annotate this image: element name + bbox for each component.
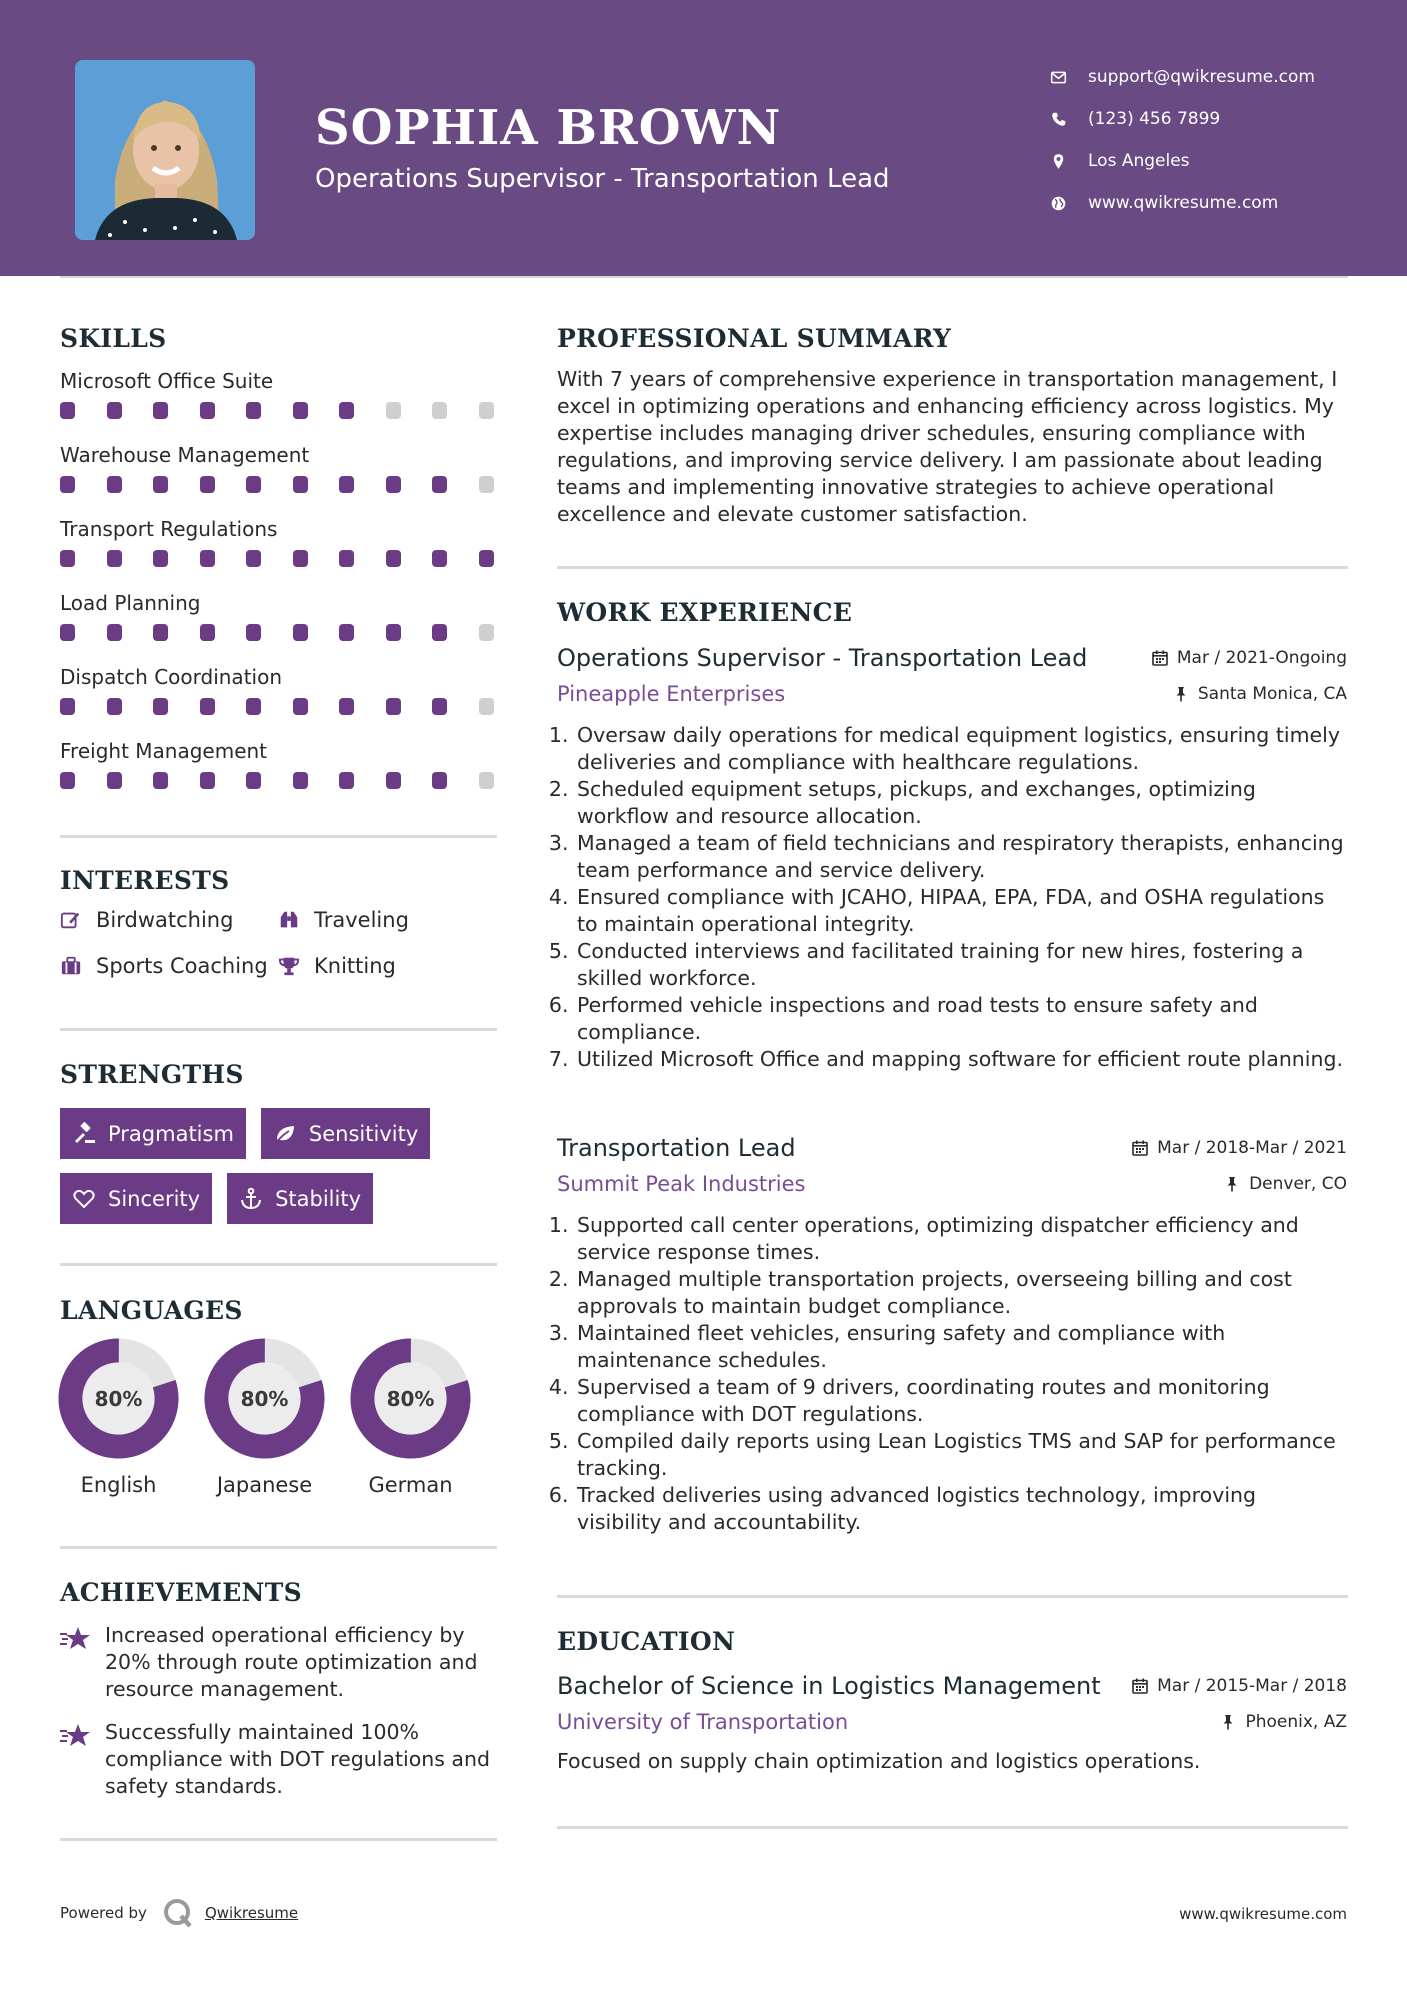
rating-dot-filled xyxy=(153,550,168,567)
interest-item xyxy=(278,952,478,980)
interests-heading: INTERESTS xyxy=(60,866,230,895)
edit-icon xyxy=(60,909,96,931)
rating-dot-empty xyxy=(479,698,494,715)
rating-dot-filled xyxy=(200,698,215,715)
achievements-heading: ACHIEVEMENTS xyxy=(60,1578,302,1607)
skills-heading: SKILLS xyxy=(60,324,167,353)
phone-icon xyxy=(1050,109,1088,129)
qwikresume-logo-icon xyxy=(161,1896,195,1930)
skill-rating xyxy=(60,772,500,789)
rating-dot-filled xyxy=(293,698,308,715)
rating-dot-filled xyxy=(246,476,261,493)
interests-list xyxy=(60,906,500,980)
strength-tag xyxy=(227,1173,373,1224)
rating-dot-filled xyxy=(246,772,261,789)
experience-entry xyxy=(557,640,1347,1073)
skills-list xyxy=(60,366,500,810)
rating-dot-filled xyxy=(107,402,122,419)
envelope-icon xyxy=(1050,67,1088,87)
rating-dot-filled xyxy=(386,550,401,567)
rating-dot-filled xyxy=(386,624,401,641)
job-location xyxy=(1224,1174,1347,1194)
rating-dot-filled xyxy=(153,476,168,493)
skill-item xyxy=(60,514,500,588)
rating-dot-filled xyxy=(107,772,122,789)
star-icon xyxy=(60,1622,105,1703)
contact-phone[interactable] xyxy=(1050,98,1315,140)
skill-rating xyxy=(60,402,500,419)
rating-dot-filled xyxy=(339,402,354,419)
skill-rating xyxy=(60,550,500,567)
skill-item xyxy=(60,366,500,440)
rating-dot-filled xyxy=(339,698,354,715)
skill-item xyxy=(60,662,500,736)
languages-heading: LANGUAGES xyxy=(60,1296,243,1325)
rating-dot-filled xyxy=(386,476,401,493)
rating-dot-empty xyxy=(479,476,494,493)
divider xyxy=(60,835,497,838)
strength-tag xyxy=(261,1108,430,1159)
rating-dot-filled xyxy=(246,698,261,715)
education-location-text: Phoenix, AZ xyxy=(1245,1712,1347,1732)
rating-dot-filled xyxy=(293,402,308,419)
rating-dot-filled xyxy=(200,624,215,641)
education-dates-text: Mar / 2015-Mar / 2018 xyxy=(1157,1676,1347,1696)
anchor-icon xyxy=(239,1187,275,1211)
strength-label: Stability xyxy=(275,1186,362,1211)
rating-dot-filled xyxy=(293,550,308,567)
rating-dot-filled xyxy=(153,698,168,715)
rating-dot-filled xyxy=(60,624,75,641)
responsibility-item: 7. Utilized Microsoft Office and mapping software for efficient route planning. xyxy=(575,1046,1347,1073)
job-dates xyxy=(1152,648,1347,668)
skill-name: Transport Regulations xyxy=(60,517,278,541)
rating-dot-filled xyxy=(432,550,447,567)
experience-entry xyxy=(557,1130,1347,1536)
skill-item xyxy=(60,440,500,514)
company-name: Pineapple Enterprises xyxy=(557,682,786,706)
achievement-text: Successfully maintained 100% compliance with DOT regulations and safety standards. xyxy=(105,1720,490,1798)
skill-item xyxy=(60,588,500,662)
skill-rating xyxy=(60,698,500,715)
summary-heading: PROFESSIONAL SUMMARY xyxy=(557,324,952,353)
trophy-icon xyxy=(278,955,314,977)
candidate-name: SOPHIA BROWN xyxy=(315,100,782,156)
map-marker-icon xyxy=(1050,151,1088,171)
briefcase-icon xyxy=(60,955,96,977)
company-name: Summit Peak Industries xyxy=(557,1172,806,1196)
rating-dot-filled xyxy=(200,772,215,789)
skill-name: Freight Management xyxy=(60,739,268,763)
star-icon xyxy=(60,1719,105,1800)
strength-label: Pragmatism xyxy=(108,1121,234,1146)
experience-heading: WORK EXPERIENCE xyxy=(557,598,853,627)
languages-list xyxy=(58,1338,498,1497)
rating-dot-filled xyxy=(339,550,354,567)
education-location xyxy=(1220,1712,1347,1732)
responsibility-item: 6. Performed vehicle inspections and road tests to ensure safety and compliance. xyxy=(575,992,1347,1046)
rating-dot-filled xyxy=(107,550,122,567)
rating-dot-filled xyxy=(153,624,168,641)
rating-dot-filled xyxy=(60,698,75,715)
rating-dot-empty xyxy=(432,402,447,419)
rating-dot-filled xyxy=(339,624,354,641)
job-location xyxy=(1173,684,1347,704)
rating-dot-filled xyxy=(200,476,215,493)
divider xyxy=(60,1838,497,1841)
responsibility-item: 4. Supervised a team of 9 drivers, coordinating routes and monitoring compliance with DOT regulations. xyxy=(575,1374,1347,1428)
skill-name: Dispatch Coordination xyxy=(60,665,283,689)
education-entry xyxy=(557,1668,1347,1775)
rating-dot-empty xyxy=(479,624,494,641)
rating-dot-empty xyxy=(479,772,494,789)
pin-icon xyxy=(1224,1176,1240,1192)
responsibility-item: 3. Maintained fleet vehicles, ensuring safety and compliance with maintenance schedules. xyxy=(575,1320,1347,1374)
rating-dot-filled xyxy=(386,772,401,789)
rating-dot-filled xyxy=(339,476,354,493)
interest-item xyxy=(60,906,278,934)
strengths-list xyxy=(60,1108,500,1238)
rating-dot-filled xyxy=(246,550,261,567)
job-dates-text: Mar / 2018-Mar / 2021 xyxy=(1157,1138,1347,1158)
contact-email-text: support@qwikresume.com xyxy=(1088,67,1315,87)
responsibility-item: 3. Managed a team of field technicians and respiratory therapists, enhancing team performance and service delivery. xyxy=(575,830,1347,884)
interest-label: Sports Coaching xyxy=(96,954,268,978)
education-dates xyxy=(1132,1676,1347,1696)
language-item xyxy=(204,1338,325,1497)
language-progress-ring xyxy=(350,1338,471,1459)
footer-powered-by xyxy=(60,1896,298,1930)
language-item xyxy=(350,1338,471,1497)
interest-label: Birdwatching xyxy=(96,908,234,932)
rating-dot-filled xyxy=(246,402,261,419)
divider xyxy=(557,566,1348,569)
achievements-list xyxy=(60,1622,500,1816)
candidate-title: Operations Supervisor - Transportation Lead xyxy=(315,164,890,194)
responsibility-item: 4. Ensured compliance with JCAHO, HIPAA, EPA, FDA, and OSHA regulations to maintain operational integrity. xyxy=(575,884,1347,938)
skill-rating xyxy=(60,624,500,641)
rating-dot-filled xyxy=(60,402,75,419)
rating-dot-filled xyxy=(60,772,75,789)
interest-item xyxy=(278,906,478,934)
interest-label: Knitting xyxy=(314,954,396,978)
contact-phone-text: (123) 456 7899 xyxy=(1088,109,1221,129)
qwikresume-link[interactable]: Qwikresume xyxy=(204,1904,299,1922)
gavel-icon xyxy=(72,1122,108,1146)
rating-dot-filled xyxy=(60,476,75,493)
contact-email[interactable] xyxy=(1050,56,1315,98)
school-name: University of Transportation xyxy=(557,1710,849,1734)
skill-rating xyxy=(60,476,500,493)
contact-list xyxy=(1050,56,1315,224)
language-percent: 80% xyxy=(386,1387,435,1411)
divider xyxy=(60,1028,497,1031)
rating-dot-filled xyxy=(432,772,447,789)
language-percent: 80% xyxy=(240,1387,289,1411)
divider xyxy=(557,1826,1348,1829)
responsibility-item: 6. Tracked deliveries using advanced logistics technology, improving visibility and accountability. xyxy=(575,1482,1347,1536)
job-title: Operations Supervisor - Transportation Lead xyxy=(557,644,1088,672)
powered-by-text: Powered by xyxy=(60,1904,147,1922)
leaf-icon xyxy=(273,1122,309,1146)
skill-name: Load Planning xyxy=(60,591,201,615)
language-item xyxy=(58,1338,179,1497)
rating-dot-filled xyxy=(153,772,168,789)
job-responsibilities xyxy=(557,1212,1347,1536)
language-progress-ring xyxy=(58,1338,179,1459)
divider xyxy=(60,1546,497,1549)
job-responsibilities xyxy=(557,722,1347,1073)
heart-icon xyxy=(72,1187,108,1211)
rating-dot-filled xyxy=(107,698,122,715)
education-description: Focused on supply chain optimization and logistics operations. xyxy=(557,1749,1201,1773)
footer-website[interactable]: www.qwikresume.com xyxy=(1179,1905,1347,1923)
calendar-icon xyxy=(1152,650,1168,666)
summary-text: With 7 years of comprehensive experience in transportation management, I excel in optimizing operations and enhancing efficiency across logistics. My expertise includes managing driver schedules, ensuring compliance with regulations, and improving service delivery. I am passionate about leading teams and implementing innovative strategies to achieve operational excellence and elevate customer satisfaction. xyxy=(557,367,1338,526)
strength-label: Sensitivity xyxy=(308,1121,419,1146)
strength-tag xyxy=(60,1108,246,1159)
language-name: English xyxy=(80,1473,157,1497)
rating-dot-filled xyxy=(60,550,75,567)
job-location-text: Santa Monica, CA xyxy=(1197,684,1347,704)
job-title: Transportation Lead xyxy=(557,1134,796,1162)
language-percent: 80% xyxy=(94,1387,143,1411)
contact-website[interactable] xyxy=(1050,182,1315,224)
rating-dot-filled xyxy=(432,476,447,493)
rating-dot-filled xyxy=(432,698,447,715)
responsibility-item: 5. Compiled daily reports using Lean Logistics TMS and SAP for performance tracking. xyxy=(575,1428,1347,1482)
responsibility-item: 1. Oversaw daily operations for medical equipment logistics, ensuring timely deliveries and compliance with healthcare regulations. xyxy=(575,722,1347,776)
rating-dot-filled xyxy=(200,402,215,419)
language-progress-ring xyxy=(204,1338,325,1459)
rating-dot-filled xyxy=(293,624,308,641)
job-location-text: Denver, CO xyxy=(1249,1174,1347,1194)
rating-dot-empty xyxy=(386,402,401,419)
degree-title: Bachelor of Science in Logistics Management xyxy=(557,1672,1101,1700)
rating-dot-filled xyxy=(200,550,215,567)
rating-dot-filled xyxy=(107,476,122,493)
binoculars-icon xyxy=(278,909,314,931)
job-dates xyxy=(1132,1138,1347,1158)
language-name: Japanese xyxy=(216,1473,313,1497)
contact-website-text: www.qwikresume.com xyxy=(1088,193,1279,213)
globe-icon xyxy=(1050,193,1088,213)
rating-dot-filled xyxy=(432,624,447,641)
rating-dot-filled xyxy=(293,772,308,789)
rating-dot-filled xyxy=(386,698,401,715)
calendar-icon xyxy=(1132,1678,1148,1694)
achievement-item xyxy=(60,1719,500,1800)
rating-dot-filled xyxy=(293,476,308,493)
contact-location xyxy=(1050,140,1315,182)
skill-name: Microsoft Office Suite xyxy=(60,369,274,393)
rating-dot-filled xyxy=(246,624,261,641)
strength-tag xyxy=(60,1173,212,1224)
job-dates-text: Mar / 2021-Ongoing xyxy=(1176,648,1347,668)
profile-photo xyxy=(75,60,255,240)
rating-dot-empty xyxy=(479,402,494,419)
strength-label: Sincerity xyxy=(108,1186,201,1211)
responsibility-item: 5. Conducted interviews and facilitated training for new hires, fostering a skilled workforce. xyxy=(575,938,1347,992)
pin-icon xyxy=(1173,686,1189,702)
responsibility-item: 2. Scheduled equipment setups, pickups, and exchanges, optimizing workflow and resource allocation. xyxy=(575,776,1347,830)
header-divider xyxy=(60,276,1348,278)
divider xyxy=(60,1263,497,1266)
achievement-item xyxy=(60,1622,500,1703)
resume-header xyxy=(0,0,1407,276)
rating-dot-filled xyxy=(107,624,122,641)
pin-icon xyxy=(1220,1714,1236,1730)
rating-dot-filled xyxy=(479,550,494,567)
education-heading: EDUCATION xyxy=(557,1627,736,1656)
contact-location-text: Los Angeles xyxy=(1088,151,1190,171)
calendar-icon xyxy=(1132,1140,1148,1156)
language-name: German xyxy=(368,1473,453,1497)
interest-label: Traveling xyxy=(314,908,409,932)
rating-dot-filled xyxy=(339,772,354,789)
divider xyxy=(557,1595,1348,1598)
rating-dot-filled xyxy=(153,402,168,419)
strengths-heading: STRENGTHS xyxy=(60,1060,244,1089)
responsibility-item: 2. Managed multiple transportation projects, overseeing billing and cost approvals to maintain budget compliance. xyxy=(575,1266,1347,1320)
skill-name: Warehouse Management xyxy=(60,443,310,467)
achievement-text: Increased operational efficiency by 20% through route optimization and resource management. xyxy=(105,1623,478,1701)
responsibility-item: 1. Supported call center operations, optimizing dispatcher efficiency and service response times. xyxy=(575,1212,1347,1266)
skill-item xyxy=(60,736,500,810)
interest-item xyxy=(60,952,278,980)
